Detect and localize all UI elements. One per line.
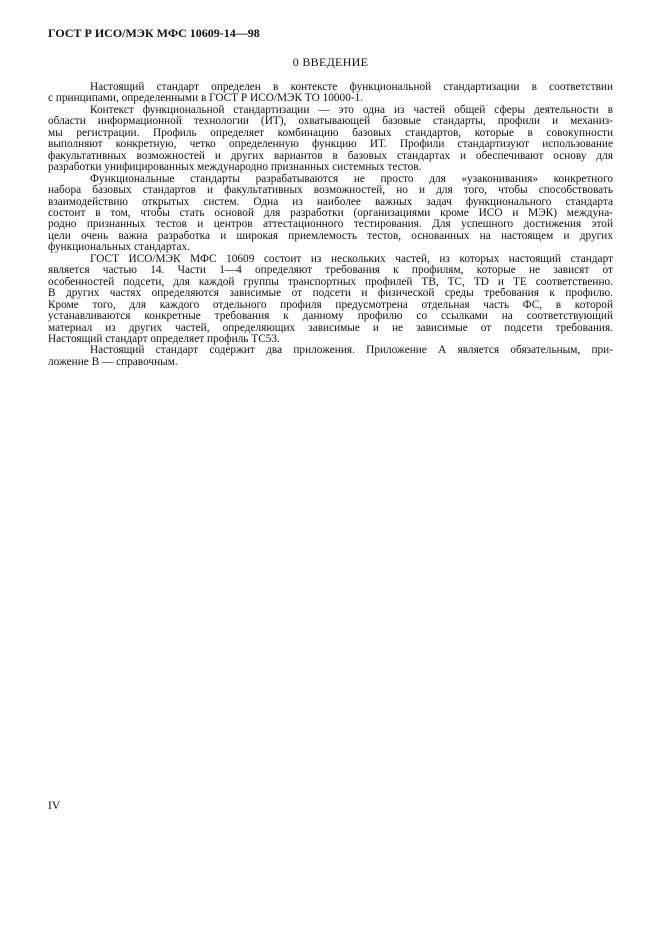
text-line: ложение В — справочным. — [48, 355, 178, 368]
text-line: Настоящий стандарт определен в контексте функциональной стандартизации в соответствии — [90, 81, 613, 93]
text-line: функциональных стандартах. — [48, 241, 190, 254]
text-line: выполняют конкретную, четко определенную функцию ИТ. Профили стандартизуют использование — [48, 138, 613, 151]
text-line: является частью 14. Части 1—4 определяют требования к профилям, которые не зависят от — [48, 264, 613, 277]
text-line: разработки унифицированных международно признанных системных тестов. — [48, 161, 422, 174]
paragraph — [48, 254, 613, 346]
text-line: набора базовых стандартов и факультативных возможностей, но и для того, чтобы способствовать — [48, 184, 613, 197]
text-line: Кроме того, для каждого отдельного профиля предусмотрена отдельная часть ФС, в которой — [48, 298, 613, 311]
text-line: мы регистрации. Профиль определяет комбинацию базовых стандартов, которые в совокупности — [48, 126, 613, 139]
page-number: IV — [48, 800, 61, 812]
text-line: взаимодействию открытых систем. Одна из наиболее важных задач функционального стандарта — [48, 195, 613, 208]
text-line: цели очень важна разработка и широкая приемлемость тестов, основанных на настоящем и других — [48, 229, 613, 242]
text-line: материал из других частей, определяющих зависимые и не зависимые от подсети требования. — [48, 321, 613, 334]
text-line: с принципами, определенными в ГОСТ Р ИСО/МЭК ТО 10000-1. — [48, 92, 364, 105]
text-line: области информационной технологии (ИТ), охватывающей базовые стандарты, профили и механиз- — [48, 115, 613, 128]
paragraph — [48, 105, 613, 174]
text-line: В других частях определяются зависимые от подсети и физической среды требования к профилю. — [48, 287, 613, 300]
text-line: особенностей подсети, для каждой группы транспортных профилей ТВ, ТС, TD и ТЕ соответственно. — [48, 275, 613, 288]
text-line: Настоящий стандарт содержит два приложения. Приложение А является обязательным, при- — [90, 344, 613, 357]
text-line: Функциональные стандарты разрабатываются не просто для «узаконивания» конкретного — [90, 172, 613, 185]
text-line: состоит в том, чтобы стать основой для разработки (организациями кроме ИСО и МЭК) междуна- — [48, 206, 613, 219]
text-line: устанавливаются конкретные требования к данному профилю со ссылками на соответствующий — [48, 310, 613, 323]
document-header: ГОСТ Р ИСО/МЭК МФС 10609-14—98 — [48, 26, 260, 40]
section-title: 0 ВВЕДЕНИЕ — [292, 55, 369, 69]
text-line: факультативных возможностей и других вариантов в базовых стандартах и обеспечивают основу для — [48, 149, 613, 162]
paragraph — [48, 82, 613, 105]
text-line: ГОСТ ИСО/МЭК МФС 10609 состоит из нескольких частей, из которых настоящий стандарт — [90, 252, 613, 265]
paragraph — [48, 174, 613, 254]
text-line: родно признанных тестов и центров аттестационного тестирования. Для успешного достижения этой — [48, 218, 613, 231]
text-line: Настоящий стандарт определяет профиль ТС53. — [48, 332, 280, 345]
paragraph — [48, 345, 613, 368]
document-body — [48, 82, 613, 368]
text-line: Контекст функциональной стандартизации — это одна из частей общей сферы деятельности в — [90, 103, 613, 116]
